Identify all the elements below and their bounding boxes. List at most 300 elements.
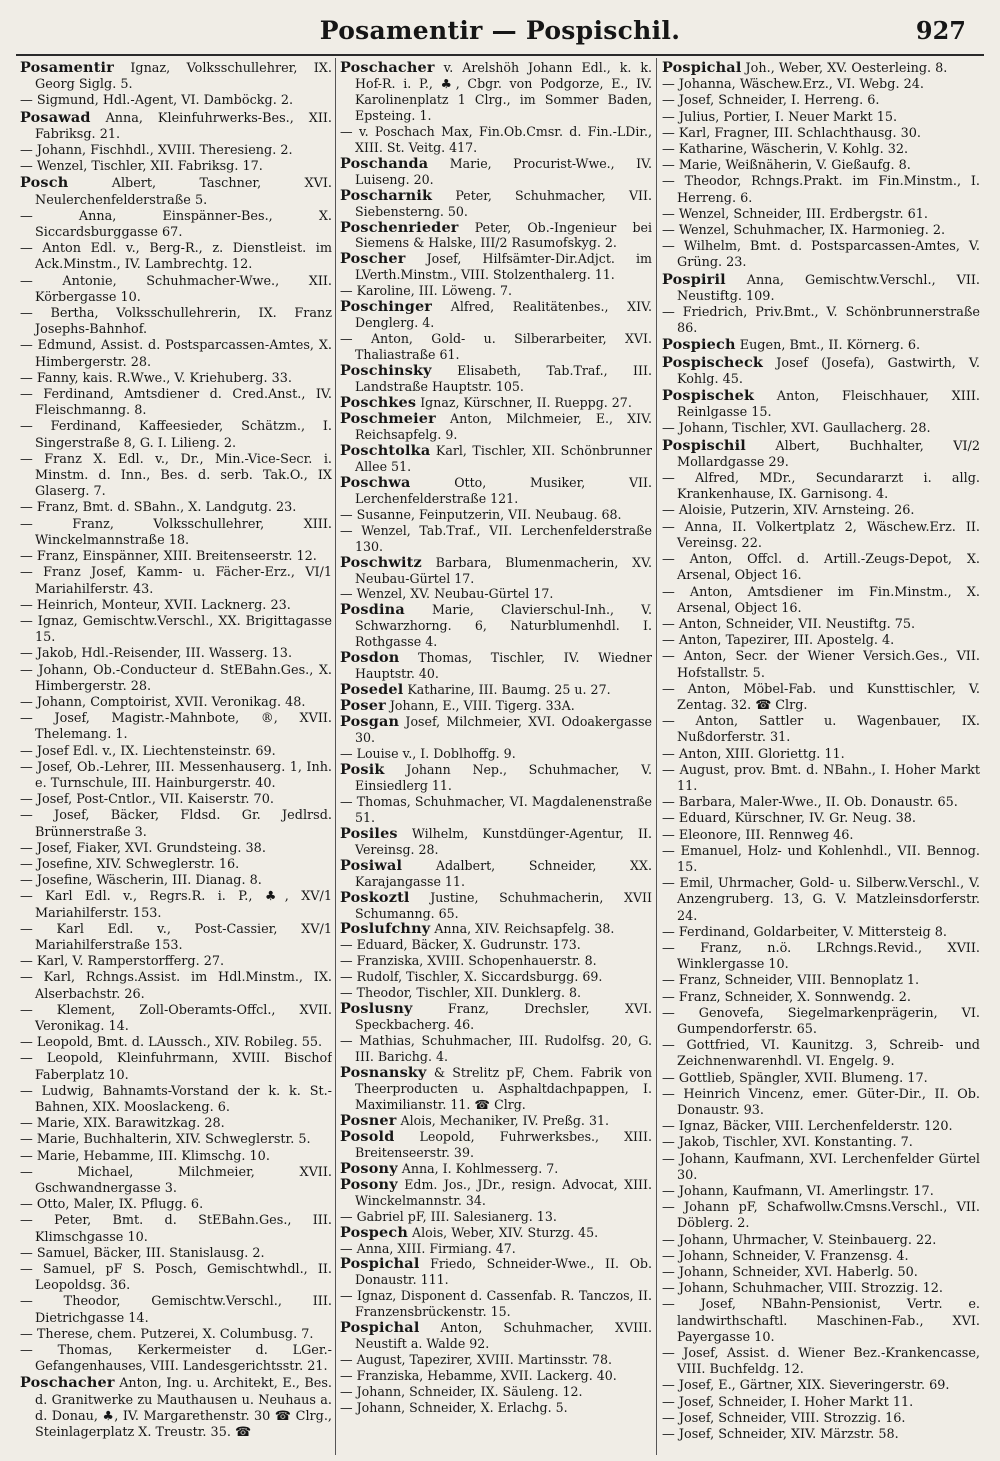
directory-entry [340, 156, 652, 188]
entry-surname: Poschwitz [340, 553, 422, 571]
directory-entry [662, 925, 980, 941]
entry-details: — August, Tapezirer, XVIII. Martinsstr. 78. [340, 1352, 612, 1368]
entry-details: — Josefine, XIV. Schweglerstr. 16. [20, 856, 240, 872]
entry-details: — Jakob, Hdl.-Reisender, III. Wasserg. 13. [20, 646, 293, 662]
entry-details: Justine, Schuhmacherin, XVII Schumanng. 65. [355, 889, 652, 921]
directory-entry [340, 714, 652, 746]
directory-entry [20, 1262, 332, 1294]
directory-entry [662, 1184, 980, 1200]
directory-entry [20, 1327, 332, 1343]
entry-surname: Poslufchny [340, 920, 431, 938]
entry-details: — Anton, Schneider, VII. Neustiftg. 75. [662, 616, 916, 632]
directory-entry [20, 500, 332, 516]
entry-details: — Marie, XIX. Barawitzkag. 28. [20, 1116, 225, 1132]
entry-details: — Anna, Einspänner-Bes., X. Siccardsburggasse 67. [20, 208, 332, 241]
directory-entry [662, 876, 980, 925]
directory-entry [340, 953, 652, 969]
entry-details: — Karl, Rchngs.Assist. im Hdl.Minstm., IX. Alserbachstr. 26. [20, 970, 332, 1002]
entry-details: — Theodor, Tischler, XII. Dunklerg. 8. [340, 985, 582, 1001]
directory-entry [340, 1033, 652, 1065]
directory-entry [662, 1071, 980, 1087]
entry-details: — Johann, Schneider, XVI. Haberlg. 50. [662, 1265, 918, 1281]
entry-details: — Edmund, Assist. d. Postsparcassen-Amtes, X. Himbergerstr. 28. [20, 338, 332, 370]
entry-details: — Anton, Sattler u. Wagenbauer, IX. Nußdorferstr. 31. [662, 714, 980, 746]
directory-entry [20, 371, 332, 387]
entry-surname: Pospichal [340, 1319, 420, 1337]
entry-details: — Heinrich Vincenz, emer. Güter-Dir., II. Ob. Donaustr. 93. [662, 1086, 980, 1118]
entry-surname: Pospichal [340, 1255, 420, 1273]
entry-details: — Julius, Portier, I. Neuer Markt 15. [662, 109, 898, 125]
directory-entry [20, 711, 332, 743]
directory-entry [662, 990, 980, 1006]
entry-details: — Johann, Uhrmacher, V. Steinbauerg. 22. [662, 1232, 937, 1248]
directory-entry [662, 438, 980, 471]
entry-details: — Franz, Schneider, X. Sonnwendg. 2. [662, 989, 912, 1005]
directory-entry [662, 1378, 980, 1394]
entry-details: — Anton, Amtsdiener im Fin.Minstm., X. Arsenal, Object 16. [662, 584, 980, 616]
entry-details: — Wenzel, Schneider, III. Erdbergstr. 61. [662, 206, 928, 222]
entry-details: — Ignaz, Gemischtw.Verschl., XX. Brigittagasse 15. [20, 613, 332, 646]
directory-entry [20, 159, 332, 175]
column-3 [662, 60, 980, 1456]
directory-entry [662, 1395, 980, 1411]
directory-entry [340, 921, 652, 937]
entry-details: Elisabeth, Tab.Traf., III. Landstraße Hauptstr. 105. [355, 363, 652, 395]
directory-entry [340, 985, 652, 1001]
entry-details: — Josef, E., Gärtner, XIX. Sieveringerstr. 69. [662, 1378, 950, 1394]
entry-details: — Anton, Gold- u. Silberarbeiter, XVI. Thaliastraße 61. [340, 331, 652, 363]
directory-entry [662, 60, 980, 77]
entry-surname: Poschinger [340, 298, 433, 316]
directory-entry [662, 941, 980, 973]
directory-entry [662, 126, 980, 142]
directory-entry [340, 331, 652, 363]
entry-details: Marie, Clavierschul-Inh., V. Schwarzhorng. 6, Naturblumenhdl. I. Rothgasse 4. [355, 602, 652, 650]
entry-surname: Poschkes [340, 394, 417, 412]
entry-details: — Eduard, Kürschner, IV. Gr. Neug. 38. [662, 811, 916, 827]
entry-details: — Barbara, Maler-Wwe., II. Ob. Donaustr. 65. [662, 795, 958, 811]
directory-entry [662, 503, 980, 519]
column-2 [340, 60, 652, 1456]
entry-details: — Thomas, Kerkermeister d. LGer.-Gefangenhauses, VIII. Landesgerichtsstr. 21. [20, 1343, 332, 1375]
entry-details: — Eleonore, III. Rennweg 46. [662, 827, 854, 843]
entry-details: Peter, Schuhmacher, VII. Siebensterng. 50. [355, 187, 652, 219]
entry-surname: Posiwal [340, 856, 403, 874]
entry-details: — Wenzel, Tab.Traf., VII. Lerchenfelderstraße 130. [340, 522, 652, 554]
entry-details: — Anton, XIII. Gloriettg. 11. [662, 746, 845, 762]
directory-entry [662, 142, 980, 158]
entry-details: — Wenzel, Schuhmacher, IX. Harmonieg. 2. [662, 223, 946, 239]
entry-surname: Pospischil [662, 436, 746, 454]
entry-details: — Johann, Tischler, XVI. Gaullacherg. 28. [662, 421, 931, 437]
directory-entry [662, 77, 980, 93]
column-1 [20, 60, 332, 1456]
directory-entry [662, 1346, 980, 1378]
entry-details: — Anton, Möbel-Fab. und Kunsttischler, V. Zentag. 32. ☎ Clrg. [662, 681, 980, 713]
directory-entry [340, 1129, 652, 1161]
directory-entry [662, 1135, 980, 1151]
entry-details: — Karl, Fragner, III. Schlachthausg. 30. [662, 125, 921, 141]
running-head: Posamentir — Pospischil. [319, 16, 681, 45]
directory-entry [20, 646, 332, 662]
entry-details: Anna, Gemischtw.Verschl., VII. Neustiftg. 109. [677, 272, 980, 304]
entry-details: — Karoline, III. Löweng. 7. [340, 283, 513, 299]
entry-details: Albert, Buchhalter, VI/2 Mollardgasse 29. [677, 438, 980, 470]
directory-entry [340, 363, 652, 395]
entry-details: — Franziska, XVIII. Schopenhauerstr. 8. [340, 953, 597, 969]
directory-entry [20, 663, 332, 695]
entry-details: Albert, Taschner, XVI. Neulerchenfelderstraße 5. [35, 176, 332, 208]
entry-surname: Poser [340, 697, 386, 715]
entry-details: — Samuel, pF S. Posch, Gemischtwhdl., II. Leopoldsg. 36. [20, 1262, 332, 1294]
entry-details: Josef, Milchmeier, XVI. Odoakergasse 30. [355, 714, 652, 746]
entry-details: — Ignaz, Disponent d. Cassenfab. R. Tanczos, II. Franzensbrückenstr. 15. [340, 1288, 652, 1320]
directory-entry [662, 795, 980, 811]
entry-details: — Josef, Fiaker, XVI. Grundsteing. 38. [20, 840, 266, 856]
directory-entry [662, 1152, 980, 1184]
directory-entry [662, 714, 980, 746]
entry-details: Alois, Weber, XIV. Sturzg. 45. [407, 1224, 599, 1240]
entry-details: — Wenzel, XV. Neubau-Gürtel 17. [340, 586, 554, 602]
entry-details: Ignaz, Kürschner, II. Rueppg. 27. [416, 395, 632, 411]
directory-entry [662, 355, 980, 388]
directory-entry [20, 1084, 332, 1116]
directory-entry [340, 188, 652, 220]
entry-surname: Posik [340, 760, 385, 778]
directory-entry [662, 1087, 980, 1119]
directory-entry [340, 794, 652, 826]
directory-entry [20, 1343, 332, 1375]
directory-entry [662, 239, 980, 271]
entry-details: — Johann pF, Schafwollw.Cmsns.Verschl., VII. Döblerg. 2. [662, 1200, 980, 1232]
column-divider [656, 58, 657, 1455]
directory-entry [340, 969, 652, 985]
entry-details: — August, prov. Bmt. d. NBahn., I. Hoher Markt 11. [662, 762, 980, 794]
directory-entry [662, 520, 980, 552]
directory-entry [662, 1427, 980, 1443]
directory-entry [340, 1177, 652, 1209]
directory-entry [20, 1035, 332, 1051]
entry-details: — Otto, Maler, IX. Pflugg. 6. [20, 1197, 204, 1213]
directory-entry [662, 471, 980, 503]
entry-details: — Genovefa, Siegelmarkenprägerin, VI. Gumpendorferstr. 65. [662, 1005, 980, 1037]
entry-details: — Franz X. Edl. v., Dr., Min.-Vice-Secr. i. Minstm. d. Inn., Bes. d. serb. Tak.O., IX Glaserg. 7. [20, 451, 332, 500]
entry-details: — Franz Josef, Kamm- u. Fächer-Erz., VI/1 Mariahilferstr. 43. [20, 565, 332, 597]
directory-entry [340, 1209, 652, 1225]
entry-details: — Anton, Tapezirer, III. Apostelg. 4. [662, 633, 895, 649]
entry-details: — Sigmund, Hdl.-Agent, VI. Damböckg. 2. [20, 93, 294, 109]
directory-entry [340, 1065, 652, 1113]
entry-details: — Jakob, Tischler, XVI. Konstanting. 7. [662, 1135, 913, 1151]
entry-details: — Karl Edl. v., Regrs.R. i. P., ♣, XV/1 Mariahilferstr. 153. [20, 889, 332, 921]
directory-entry [340, 251, 652, 283]
entry-details: — Josef, Schneider, I. Hoher Markt 11. [662, 1394, 914, 1410]
directory-entry [340, 283, 652, 299]
entry-details: — Josef, Post-Cntlor., VII. Kaiserstr. 70. [20, 792, 274, 808]
directory-entry [20, 1246, 332, 1262]
directory-entry [340, 890, 652, 922]
entry-surname: Posamentir [20, 60, 114, 76]
directory-entry [20, 1165, 332, 1197]
directory-entry [20, 93, 332, 109]
entry-details: — Anna, II. Volkertplatz 2, Wäschew.Erz. II. Vereinsg. 22. [662, 519, 980, 551]
directory-entry [662, 1411, 980, 1427]
entry-details: — Friedrich, Priv.Bmt., V. Schönbrunnerstraße 86. [662, 305, 980, 337]
directory-entry [340, 602, 652, 650]
entry-details: — Anna, XIII. Firmiang. 47. [340, 1240, 516, 1256]
entry-details: Josef (Josefa), Gastwirth, V. Kohlg. 45. [677, 355, 980, 387]
entry-details: — Gabriel pF, III. Salesianerg. 13. [340, 1208, 557, 1224]
directory-entry [20, 760, 332, 792]
entry-surname: Posch [20, 174, 69, 192]
entry-details: Barbara, Blumenmacherin, XV. Neubau-Gürtel 17. [355, 554, 652, 586]
directory-entry [662, 747, 980, 763]
entry-details: Anton, Milchmeier, E., XIV. Reichsapfelg. 9. [355, 410, 652, 442]
directory-entry [340, 826, 652, 858]
directory-entry [340, 443, 652, 475]
directory-entry [20, 209, 332, 241]
entry-details: & Strelitz pF, Chem. Fabrik von Theerproducten u. Asphaltdachpappen, I. Maximilianstr. 11. ☎ Clrg. [355, 1065, 652, 1112]
directory-entry [340, 1368, 652, 1384]
directory-entry [662, 174, 980, 206]
directory-entry [20, 549, 332, 565]
entry-details: — Josef, Schneider, XIV. Märzstr. 58. [662, 1427, 899, 1443]
directory-entry [340, 1256, 652, 1288]
entry-surname: Poslusny [340, 1000, 413, 1018]
directory-entry [340, 124, 652, 156]
entry-surname: Posedel [340, 681, 404, 699]
entry-details: — Ludwig, Bahnamts-Vorstand der k. k. St.-Bahnen, XIX. Mooslackeng. 6. [20, 1083, 332, 1115]
directory-entry [20, 792, 332, 808]
entry-details: — Josef, Assist. d. Wiener Bez.-Krankencasse, VIII. Buchfeldg. 12. [662, 1346, 980, 1378]
entry-details: Johann Nep., Schuhmacher, V. Einsiedlerg 11. [355, 761, 652, 793]
entry-surname: Poschinsky [340, 362, 432, 380]
entry-surname: Posold [340, 1127, 395, 1145]
directory-entry [20, 1294, 332, 1326]
entry-details: — Antonie, Schuhmacher-Wwe., XII. Körbergasse 10. [20, 273, 332, 305]
directory-entry [662, 223, 980, 239]
directory-entry [662, 1265, 980, 1281]
entry-details: — Johann, Comptoirist, XVII. Veronikag. 48. [20, 694, 306, 710]
directory-entry [20, 452, 332, 501]
entry-details: — Bertha, Volksschullehrerin, IX. Franz Josephs-Bahnhof. [20, 306, 332, 338]
entry-details: — Alfred, MDr., Secundararzt i. allg. Krankenhause, IX. Garnisong. 4. [662, 471, 980, 503]
entry-surname: Posgan [340, 713, 400, 731]
directory-entry [662, 158, 980, 174]
entry-details: — Michael, Milchmeier, XVII. Gschwandnergasse 3. [20, 1164, 332, 1197]
entry-details: — Karl, V. Ramperstorfferg. 27. [20, 954, 225, 970]
entry-surname: Pospiech [662, 336, 736, 354]
entry-details: — Johann, Ob.-Conducteur d. StEBahn.Ges., X. Himbergerstr. 28. [20, 662, 332, 694]
directory-entry [662, 337, 980, 354]
entry-details: — Wilhelm, Bmt. d. Postsparcassen-Amtes, V. Grüng. 23. [662, 239, 980, 271]
directory-entry [20, 841, 332, 857]
entry-details: — Theodor, Gemischtw.Verschl., III. Dietrichgasse 14. [20, 1294, 332, 1326]
directory-entry [20, 1213, 332, 1245]
directory-entry [340, 937, 652, 953]
entry-surname: Posony [340, 1159, 398, 1177]
entry-details: Johann, E., VIII. Tigerg. 33A. [385, 698, 575, 714]
entry-details: Eugen, Bmt., II. Körnerg. 6. [735, 338, 921, 354]
entry-details: Ignaz, Volksschullehrer, IX. Georg Siglg. 5. [35, 61, 332, 93]
entry-details: — Ferdinand, Kaffeesieder, Schätzm., I. Singerstraße 8, G. I. Lilieng. 2. [20, 419, 332, 451]
directory-entry [20, 598, 332, 614]
directory-entry [340, 746, 652, 762]
entry-details: — Josef, Bäcker, Fldsd. Gr. Jedlrsd. Brünnerstraße 3. [20, 808, 332, 840]
directory-entry [340, 586, 652, 602]
directory-entry [662, 1297, 980, 1346]
entry-details: — Franz, Einspänner, XIII. Breitenseerstr. 12. [20, 549, 317, 565]
directory-entry [340, 1400, 652, 1416]
directory-entry [20, 808, 332, 840]
directory-entry [662, 828, 980, 844]
directory-entry [20, 175, 332, 208]
entry-details: — Franz, Schneider, VIII. Bennoplatz 1. [662, 973, 920, 989]
directory-entry [340, 1288, 652, 1320]
directory-entry [20, 922, 332, 954]
entry-details: — Karl Edl. v., Post-Cassier, XV/1 Mariahilferstraße 153. [20, 921, 332, 953]
entry-surname: Poschenrieder [340, 218, 459, 236]
entry-details: Alois, Mechaniker, IV. Preßg. 31. [396, 1112, 609, 1128]
directory-entry [20, 970, 332, 1002]
entry-details: — Wenzel, Tischler, XII. Fabriksg. 17. [20, 159, 263, 175]
entry-details: Thomas, Tischler, IV. Wiedner Hauptstr. 40. [355, 650, 652, 682]
entry-surname: Poschacher [340, 60, 435, 76]
directory-entry [20, 143, 332, 159]
directory-entry [20, 873, 332, 889]
entry-surname: Pospech [340, 1223, 408, 1241]
entry-details: — Franz, Bmt. d. SBahn., X. Landgutg. 23. [20, 500, 297, 516]
directory-entry [340, 698, 652, 714]
entry-details: — Franz, n.ö. LRchngs.Revid., XVII. Winklergasse 10. [662, 940, 980, 973]
directory-entry [662, 1006, 980, 1038]
entry-details: — Thomas, Schuhmacher, VI. Magdalenenstraße 51. [340, 793, 652, 825]
directory-entry [340, 762, 652, 794]
entry-details: Anna, I. Kohlmesserg. 7. [397, 1160, 559, 1176]
entry-details: Anton, Fleischhauer, XIII. Reinlgasse 15. [677, 389, 980, 421]
directory-entry [340, 650, 652, 682]
directory-entry [662, 1038, 980, 1070]
directory-entry [340, 507, 652, 523]
entry-details: v. Arelshöh Johann Edl., k. k. Hof-R. i. P., ♣, Cbgr. von Podgorze, E., IV. Karolinenplatz 1 Clrg., im Sommer Baden, Epsteing. 1. [355, 60, 652, 123]
directory-entry [340, 1320, 652, 1352]
directory-entry [662, 763, 980, 795]
entry-details: — Leopold, Bmt. d. LAussch., XIV. Robileg. 55. [20, 1035, 323, 1051]
entry-details: — Rudolf, Tischler, X. Siccardsburgg. 69. [340, 969, 603, 985]
entry-details: — Johann, Schneider, X. Erlachg. 5. [340, 1400, 568, 1416]
entry-details: — Emanuel, Holz- und Kohlenhdl., VII. Bennog. 15. [662, 843, 980, 875]
entry-details: — Leopold, Kleinfuhrmann, XVIII. Bischof Faberplatz 10. [20, 1051, 332, 1083]
directory-entry [340, 555, 652, 587]
entry-details: — Marie, Hebamme, III. Klimschg. 10. [20, 1148, 270, 1164]
entry-details: — Eduard, Bäcker, X. Gudrunstr. 173. [340, 937, 581, 953]
entry-details: — Josef, Ob.-Lehrer, III. Messenhauserg. 1, Inh. e. Turnschule, III. Hainburgerstr. 40. [20, 759, 332, 791]
directory-entry [662, 617, 980, 633]
entry-details: — Klement, Zoll-Oberamts-Offcl., XVII. Veronikag. 14. [20, 1002, 332, 1034]
entry-details: — Ferdinand, Amtsdiener d. Cred.Anst., IV. Fleischmanng. 8. [20, 387, 332, 419]
directory-entry [662, 388, 980, 421]
entry-surname: Poscharnik [340, 186, 433, 204]
header-rule [16, 54, 984, 56]
entry-surname: Poschtolka [340, 441, 431, 459]
entry-surname: Poschwa [340, 473, 411, 491]
directory-entry [662, 633, 980, 649]
entry-details: — Josef, Magistr.-Mahnbote, ®, XVII. Thelemang. 1. [20, 711, 332, 743]
directory-entry [340, 682, 652, 698]
entry-details: — Anton Edl. v., Berg-R., z. Dienstleist. im Ack.Minstm., IV. Lambrechtg. 12. [20, 241, 332, 273]
directory-entry [662, 93, 980, 109]
entry-details: Anna, Kleinfuhrwerks-Bes., XII. Fabriksg. 21. [35, 110, 332, 142]
entry-details: Josef, Hilfsämter-Dir.Adjct. im LVerth.Minstm., VIII. Stolzenthalerg. 11. [355, 251, 652, 283]
directory-entry [662, 1249, 980, 1265]
entry-details: — Marie, Weißnäherin, V. Gießaufg. 8. [662, 158, 911, 174]
directory-entry [340, 1225, 652, 1241]
page-header [0, 14, 1000, 54]
directory-entry [662, 585, 980, 617]
directory-entry [662, 552, 980, 584]
directory-entry [662, 844, 980, 876]
directory-entry [662, 110, 980, 126]
directory-entry [340, 220, 652, 252]
directory-entry [20, 857, 332, 873]
entry-details: — v. Poschach Max, Fin.Ob.Cmsr. d. Fin.-LDir., XIII. St. Veitg. 417. [340, 123, 652, 155]
entry-surname: Poschacher [20, 1374, 115, 1392]
entry-details: — Josef, NBahn-Pensionist, Vertr. e. landwirthschaftl. Maschinen-Fab., XVI. Payergasse 10. [662, 1297, 980, 1345]
entry-details: Karl, Tischler, XII. Schönbrunner Allee 51. [355, 442, 652, 474]
entry-details: — Johanna, Wäschew.Erz., VI. Webg. 24. [662, 77, 924, 93]
directory-entry [662, 973, 980, 989]
entry-details: Franz, Drechsler, XVI. Speckbacherg. 46. [355, 1001, 652, 1033]
entry-details: Peter, Ob.-Ingenieur bei Siemens & Halske, III/2 Rasumofskyg. 2. [355, 219, 652, 251]
entry-details: Edm. Jos., JDr., resign. Advocat, XIII. Winckelmannstr. 34. [355, 1176, 652, 1208]
entry-details: — Peter, Bmt. d. StEBahn.Ges., III. Klimschgasse 10. [20, 1213, 332, 1245]
directory-entry [20, 1375, 332, 1441]
directory-entry [20, 1132, 332, 1148]
directory-entry [662, 682, 980, 714]
directory-entry [20, 517, 332, 549]
entry-details: — Mathias, Schuhmacher, III. Rudolfsg. 20, G. III. Barichg. 4. [340, 1033, 652, 1065]
entry-details: — Anton, Offcl. d. Artill.-Zeugs-Depot, X. Arsenal, Object 16. [662, 552, 980, 584]
entry-details: — Katharine, Wäscherin, V. Kohlg. 32. [662, 142, 909, 158]
directory-entry [662, 1233, 980, 1249]
entry-details: — Franziska, Hebamme, XVII. Lackerg. 40. [340, 1368, 617, 1384]
directory-entry [20, 306, 332, 338]
entry-details: — Johann, Kaufmann, XVI. Lerchenfelder Gürtel 30. [662, 1151, 980, 1183]
entry-surname: Posdina [340, 601, 405, 619]
entry-details: — Johann, Fischhdl., XVIII. Theresieng. 2. [20, 143, 293, 159]
entry-details: — Gottfried, VI. Kaunitzg. 3, Schreib- und Zeichnenwarenhdl. VI. Engelg. 9. [662, 1038, 980, 1070]
directory-entry [20, 387, 332, 419]
directory-entry [340, 523, 652, 555]
entry-details: — Fanny, kais. R.Wwe., V. Kriehuberg. 33. [20, 370, 292, 386]
entry-surname: Posawad [20, 108, 91, 126]
directory-entry [662, 272, 980, 305]
entry-details: Wilhelm, Kunstdünger-Agentur, II. Vereinsg. 28. [355, 825, 652, 857]
entry-details: — Josef Edl. v., IX. Liechtensteinstr. 69. [20, 743, 276, 759]
directory-entry [662, 305, 980, 337]
entry-details: — Therese, chem. Putzerei, X. Columbusg. 7. [20, 1326, 314, 1342]
entry-surname: Pospischeck [662, 353, 764, 371]
entry-surname: Posnansky [340, 1064, 427, 1082]
entry-surname: Pospichal [662, 60, 742, 76]
directory-entry [662, 1281, 980, 1297]
entry-details: — Susanne, Feinputzerin, VII. Neubaug. 68. [340, 506, 622, 522]
directory-entry [662, 1119, 980, 1135]
entry-details: Katharine, III. Baumg. 25 u. 27. [403, 682, 611, 698]
page-number: 927 [915, 16, 966, 45]
directory-entry [20, 744, 332, 760]
directory-entry [20, 889, 332, 921]
